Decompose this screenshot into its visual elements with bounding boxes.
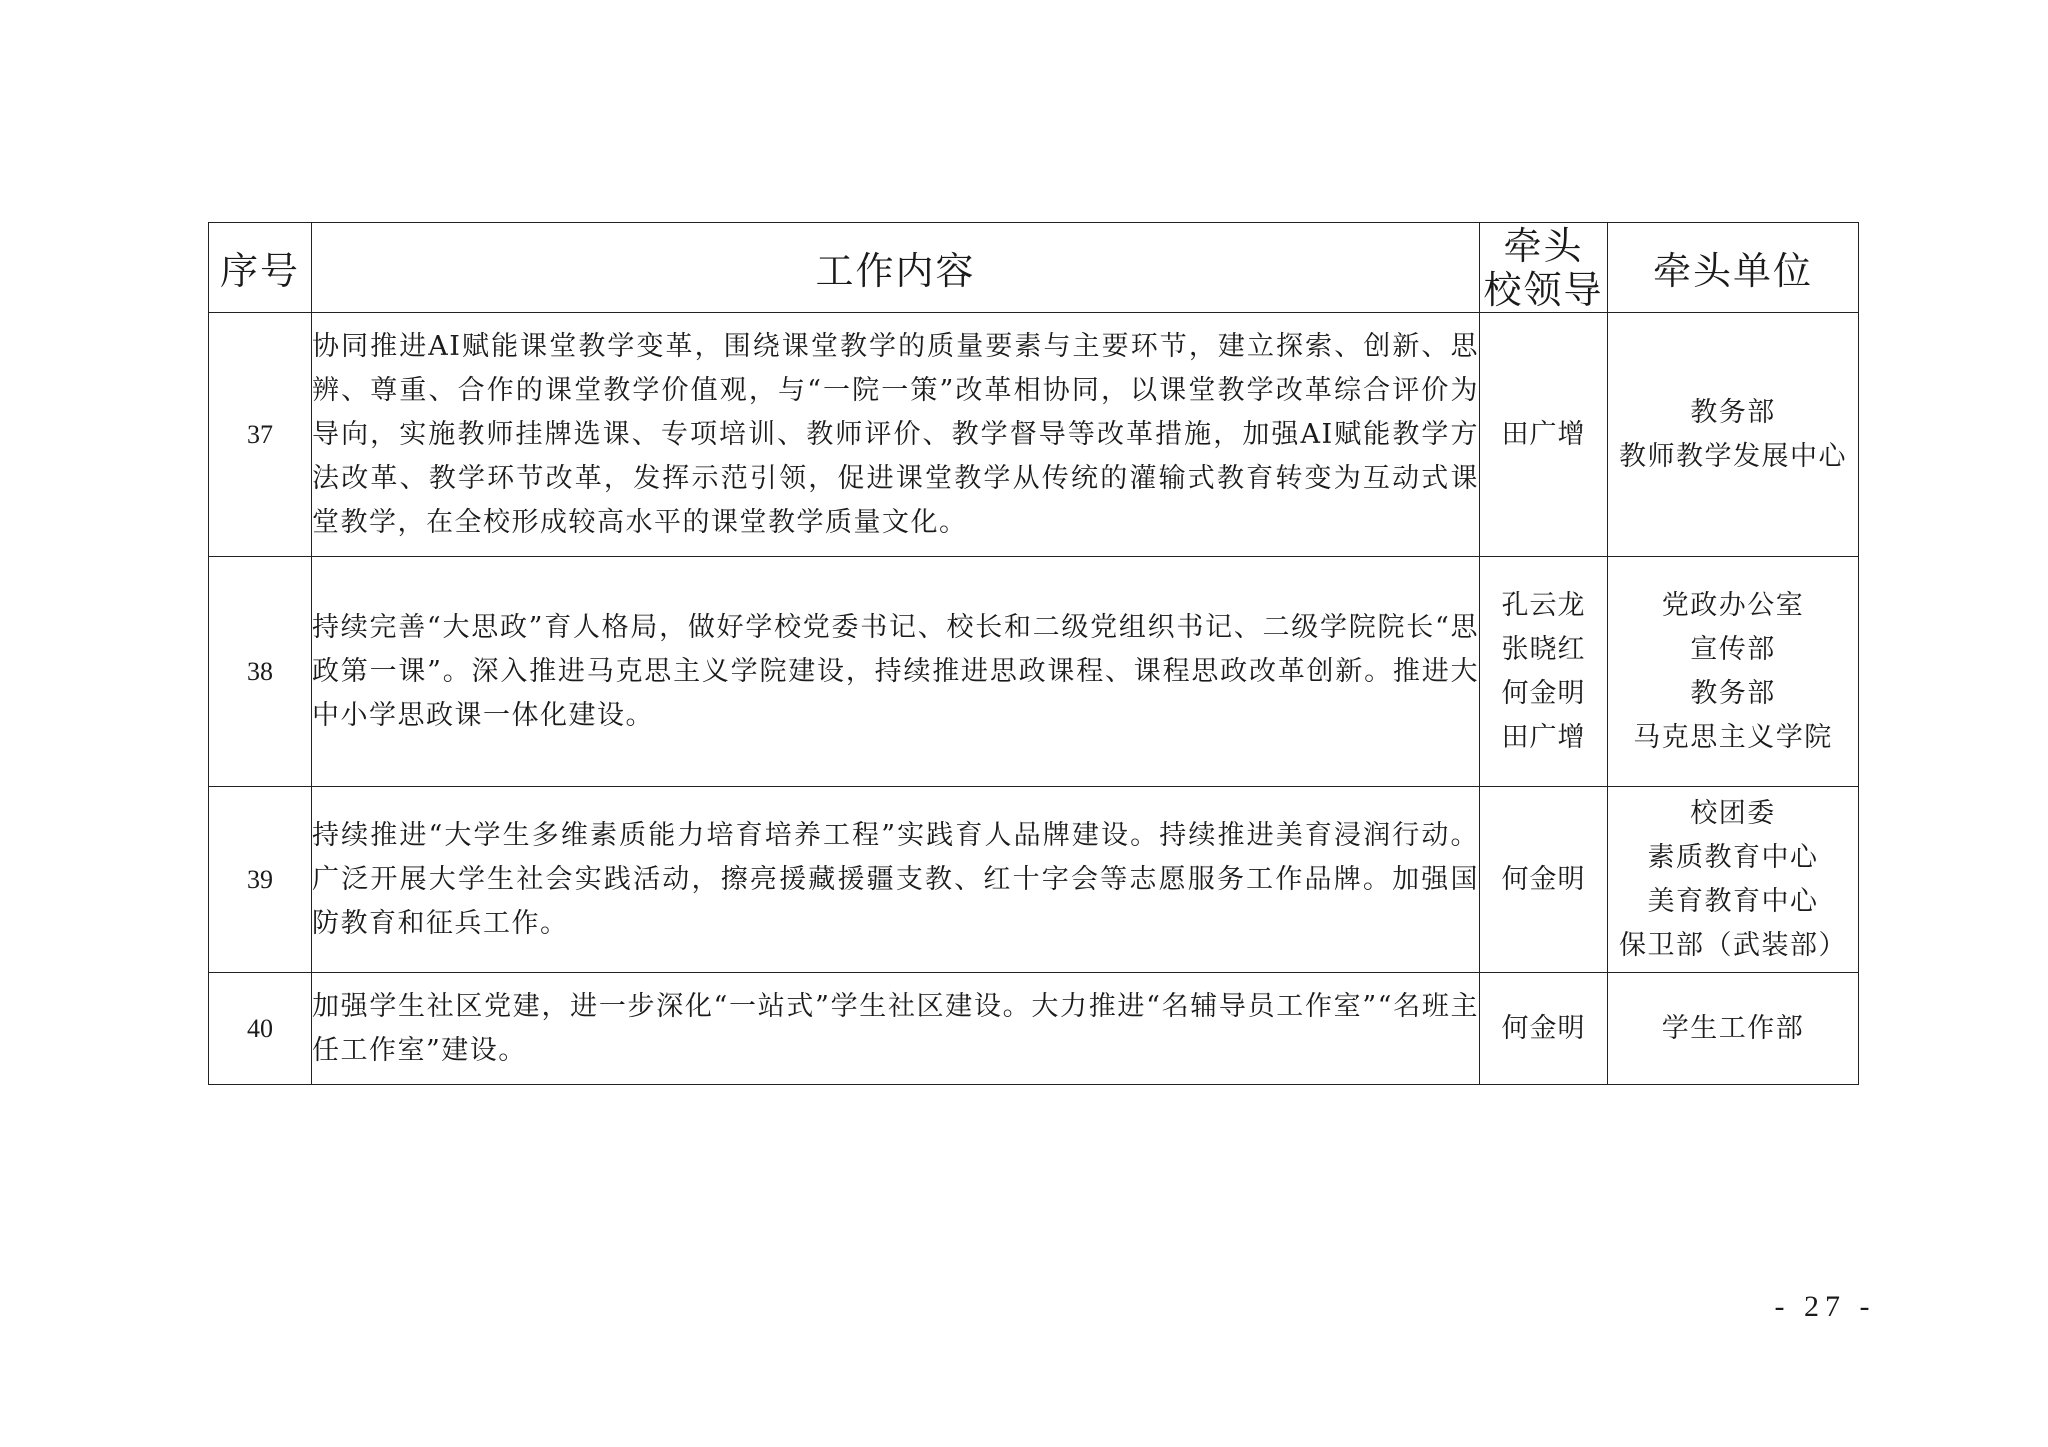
- row-number: 39: [209, 787, 312, 973]
- row-content: 持续推进“大学生多维素质能力培育培养工程”实践育人品牌建设。持续推进美育浸润行动。广泛开展大学生社会实践活动，擦亮援藏援疆支教、红十字会等志愿服务工作品牌。加强国防教育和征兵工作。: [312, 787, 1480, 973]
- work-plan-table: [208, 222, 1859, 1085]
- row-leaders: [1480, 313, 1608, 557]
- row-number: 37: [209, 313, 312, 557]
- leader-name: 孔云龙: [1501, 589, 1586, 621]
- unit-name: 素质教育中心: [1647, 841, 1819, 873]
- row-units: [1608, 313, 1859, 557]
- header-leader-line1: 牵头: [1503, 223, 1584, 268]
- row-leaders: [1480, 557, 1608, 787]
- header-leader: [1480, 223, 1608, 313]
- header-leader-line2: 校领导: [1483, 267, 1604, 312]
- leader-name: 张晓红: [1501, 633, 1586, 665]
- table-row: [209, 313, 1859, 557]
- unit-name: 学生工作部: [1661, 1012, 1805, 1044]
- unit-name: 校团委: [1690, 797, 1776, 829]
- row-number: 40: [209, 973, 312, 1085]
- row-content: 协同推进AI赋能课堂教学变革，围绕课堂教学的质量要素与主要环节，建立探索、创新、思辨、尊重、合作的课堂教学价值观，与“一院一策”改革相协同，以课堂教学改革综合评价为导向，实施教师挂牌选课、专项培训、教师评价、教学督导等改革措施，加强AI赋能教学方法改革、教学环节改革，发挥示范引领，促进课堂教学从传统的灌输式教育转变为互动式课堂教学，在全校形成较高水平的课堂教学质量文化。: [312, 313, 1480, 557]
- unit-name: 宣传部: [1690, 633, 1776, 665]
- unit-name: 教务部: [1690, 677, 1776, 709]
- unit-name: 教师教学发展中心: [1619, 440, 1847, 472]
- header-number: 序号: [209, 223, 312, 313]
- row-content: 加强学生社区党建，进一步深化“一站式”学生社区建设。大力推进“名辅导员工作室”“名班主任工作室”建设。: [312, 973, 1480, 1085]
- unit-name: 党政办公室: [1661, 589, 1805, 621]
- row-leaders: [1480, 973, 1608, 1085]
- table-header-row: [209, 223, 1859, 313]
- row-number: 38: [209, 557, 312, 787]
- leader-name: 何金明: [1501, 1012, 1586, 1044]
- unit-name: 保卫部（武装部）: [1619, 929, 1847, 961]
- page-number: - 27 -: [1774, 1290, 1876, 1323]
- table-row: [209, 557, 1859, 787]
- row-units: [1608, 787, 1859, 973]
- header-unit: 牵头单位: [1608, 223, 1859, 313]
- unit-name: 美育教育中心: [1647, 885, 1819, 917]
- leader-name: 田广增: [1501, 418, 1586, 450]
- leader-name: 何金明: [1501, 863, 1586, 895]
- unit-name: 马克思主义学院: [1633, 721, 1833, 753]
- leader-name: 何金明: [1501, 677, 1586, 709]
- header-content: 工作内容: [312, 223, 1480, 313]
- row-units: [1608, 973, 1859, 1085]
- row-units: [1608, 557, 1859, 787]
- row-leaders: [1480, 787, 1608, 973]
- table-row: [209, 973, 1859, 1085]
- leader-name: 田广增: [1501, 721, 1586, 753]
- table-row: [209, 787, 1859, 973]
- row-content: 持续完善“大思政”育人格局，做好学校党委书记、校长和二级党组织书记、二级学院院长“思政第一课”。深入推进马克思主义学院建设，持续推进思政课程、课程思政改革创新。推进大中小学思政课一体化建设。: [312, 557, 1480, 787]
- unit-name: 教务部: [1690, 396, 1776, 428]
